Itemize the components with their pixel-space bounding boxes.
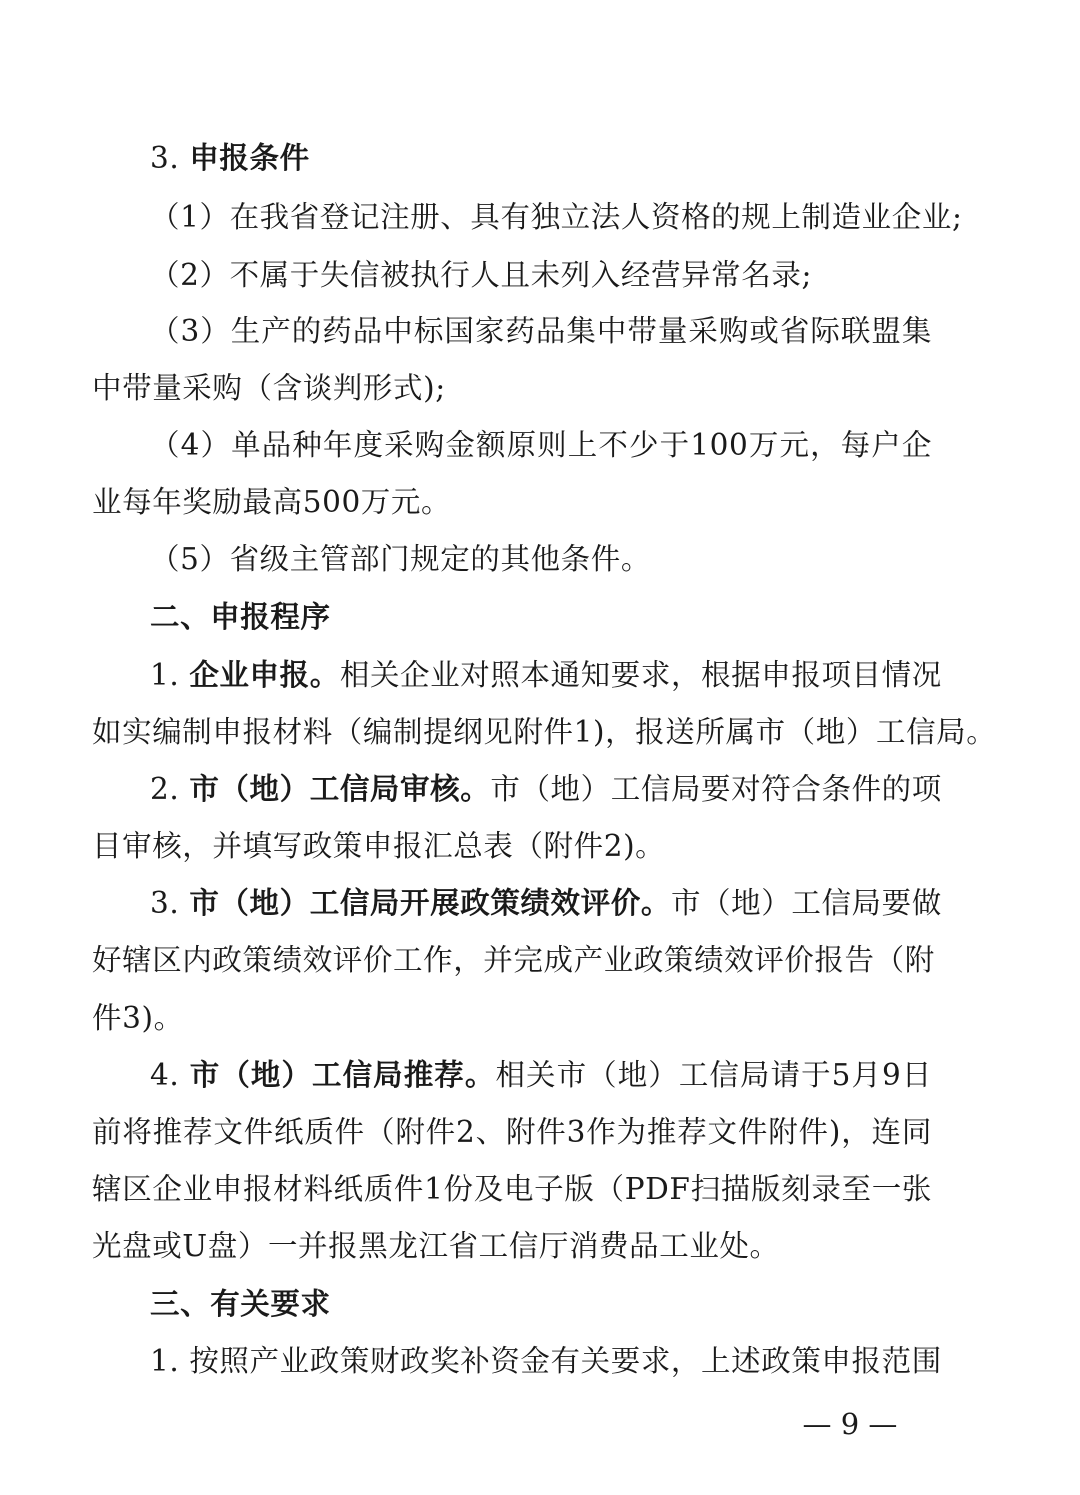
step-2-line2: 目审核，并填写政策申报汇总表（附件2)。	[92, 829, 666, 863]
step-4-line1: 4. 市（地）工信局推荐。相关市（地）工信局请于5月9日	[150, 1057, 932, 1092]
step-3-line1: 3. 市（地）工信局开展政策绩效评价。市（地）工信局要做	[150, 885, 942, 920]
section-3-title: 3. 申报条件	[150, 140, 310, 175]
condition-2: （2）不属于失信被执行人且未列入经营异常名录;	[150, 258, 813, 292]
section-heading-2: 二、申报程序	[150, 599, 331, 634]
section-heading-3: 三、有关要求	[150, 1286, 331, 1321]
step-2-line1: 2. 市（地）工信局审核。市（地）工信局要对符合条件的项	[150, 771, 942, 806]
step-3-line3: 件3)。	[92, 1001, 184, 1035]
step-4-line2: 前将推荐文件纸质件（附件2、附件3作为推荐文件附件)，连同	[92, 1115, 932, 1149]
requirement-1-line1: 1. 按照产业政策财政奖补资金有关要求，上述政策申报范围	[150, 1344, 942, 1378]
page-number: — 9 —	[802, 1407, 898, 1441]
step-1-line2: 如实编制申报材料（编制提纲见附件1)，报送所属市（地）工信局。	[92, 715, 997, 749]
condition-5: （5）省级主管部门规定的其他条件。	[150, 542, 651, 576]
step-3-line2: 好辖区内政策绩效评价工作，并完成产业政策绩效评价报告（附	[92, 943, 935, 977]
step-1-line1: 1. 企业申报。相关企业对照本通知要求，根据申报项目情况	[150, 657, 942, 692]
condition-4-line2: 业每年奖励最高500万元。	[92, 485, 452, 519]
condition-1: （1）在我省登记注册、具有独立法人资格的规上制造业企业;	[150, 200, 963, 234]
step-4-line4: 光盘或U盘）一并报黑龙江省工信厅消费品工业处。	[92, 1229, 780, 1263]
condition-4-line1: （4）单品种年度采购金额原则上不少于100万元，每户企	[150, 428, 932, 462]
condition-3-line2: 中带量采购（含谈判形式);	[92, 371, 446, 405]
condition-3-line1: （3）生产的药品中标国家药品集中带量采购或省际联盟集	[150, 314, 932, 348]
step-4-line3: 辖区企业申报材料纸质件1份及电子版（PDF扫描版刻录至一张	[92, 1172, 932, 1206]
